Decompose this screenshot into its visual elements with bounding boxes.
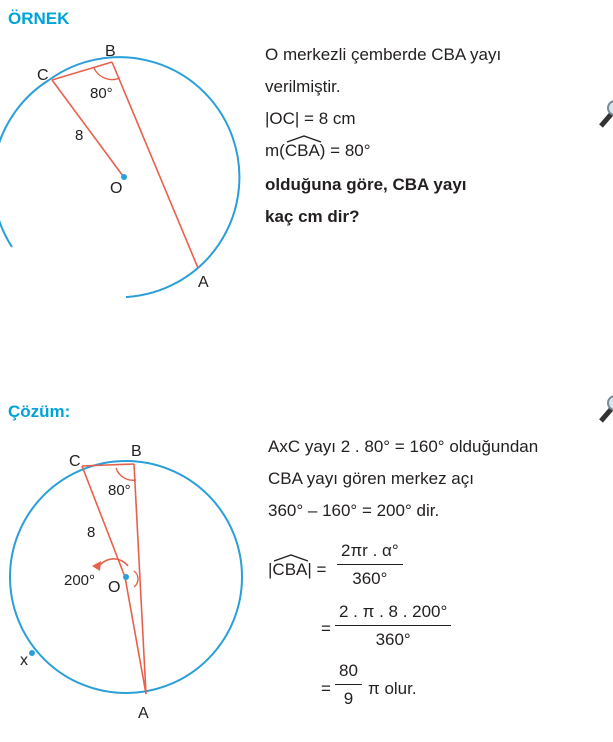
arc-notation: CBA (272, 561, 307, 578)
point-x-dot (29, 650, 35, 656)
example-circle-arc (49, 57, 239, 297)
magnifier-icon (599, 100, 613, 128)
label-c: C (37, 67, 49, 84)
eq3-tail: π olur. (368, 679, 417, 698)
arc-hat-icon (285, 135, 323, 143)
solution-line-2: CBA yayı gören merkez açı (268, 469, 474, 488)
example-line-4 (265, 142, 371, 159)
chord-cb (82, 464, 134, 466)
example-line-4-prefix: m( (265, 141, 285, 160)
center-angle-arrow-arc (98, 559, 128, 568)
angle-label: 80° (90, 85, 113, 102)
eq3-numerator: 80 (339, 661, 358, 680)
radius-label: 8 (75, 127, 84, 144)
center-dot (123, 574, 129, 580)
eq1-numerator: 2πr . α° (341, 541, 399, 560)
solution-line-1: AxC yayı 2 . 80° = 160° olduğundan (268, 437, 539, 456)
example-line-3: |OC| = 8 cm (265, 109, 356, 128)
label-o: O (110, 180, 123, 197)
angle-arc (116, 468, 136, 480)
eq3-denominator: 9 (335, 684, 362, 709)
example-line-6: kaç cm dir? (265, 207, 360, 226)
label-a: A (198, 274, 209, 291)
example-circle-arc-left (0, 80, 49, 247)
example-line-4-suffix: ) = 80° (319, 141, 371, 160)
center-angle-small-arc (134, 571, 138, 587)
example-line-1: O merkezli çemberde CBA yayı (265, 45, 502, 64)
solution-line-3: 360° – 160° = 200° dir. (268, 501, 440, 520)
label-c: C (69, 453, 81, 470)
label-x: x (20, 652, 28, 669)
eq2-equals: = (321, 619, 331, 638)
eq3-fraction (335, 661, 362, 709)
magnifier-icon (599, 395, 613, 423)
chord-ba (112, 62, 198, 268)
eq2-numerator: 2 . π . 8 . 200° (339, 602, 448, 621)
label-o: O (108, 579, 121, 596)
eq2-denominator: 360° (335, 625, 451, 650)
example-heading: ÖRNEK (8, 9, 70, 28)
label-b: B (105, 43, 116, 60)
label-a: A (138, 705, 149, 722)
eq3-equals: = (321, 679, 331, 698)
radius-label: 8 (87, 524, 96, 541)
solution-circle-figure (0, 440, 260, 730)
eq1-lhs: | CBA| = (268, 561, 326, 578)
center-angle-label: 200° (64, 572, 96, 589)
arc-hat-icon (272, 554, 310, 562)
eq1-fraction (337, 541, 403, 589)
example-line-2: verilmiştir. (265, 77, 341, 96)
example-line-5: olduğuna göre, CBA yayı (265, 175, 467, 194)
label-b: B (131, 443, 142, 460)
solution-heading: Çözüm: (8, 402, 71, 421)
arrow-head-icon (92, 561, 101, 571)
eq1-denominator: 360° (337, 564, 403, 589)
angle-label: 80° (108, 482, 131, 499)
arc-notation: CBA (285, 142, 320, 159)
eq2-fraction (335, 602, 451, 650)
example-circle-figure (0, 0, 260, 300)
